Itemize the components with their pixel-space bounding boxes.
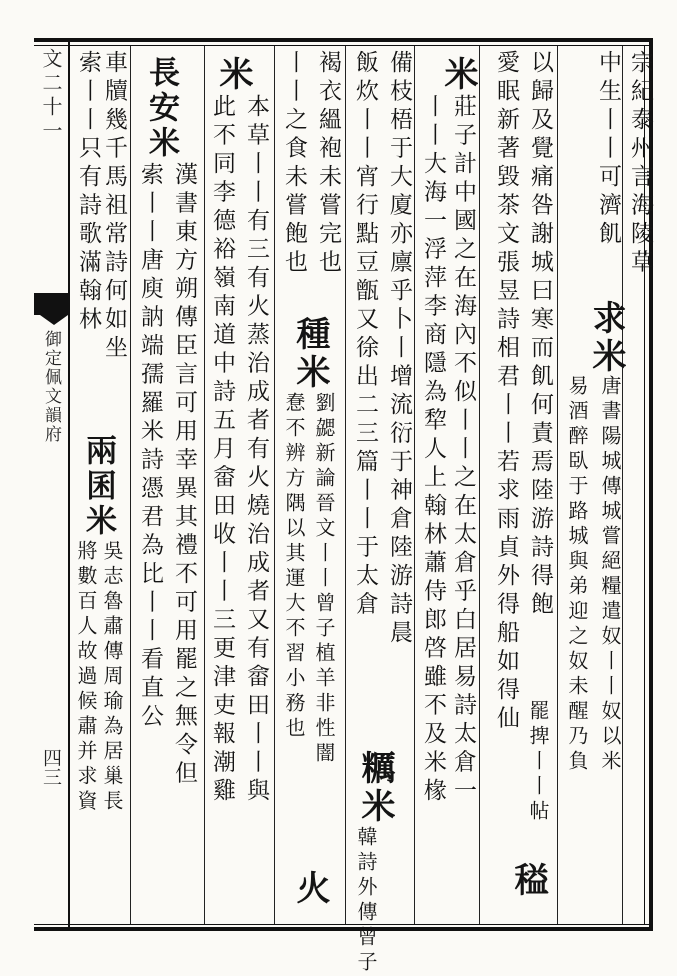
text-column-8: 飯炊丨丨宵行點豆甑又徐出二三篇丨丨于太倉 — [352, 50, 378, 620]
frame-bottom-rule-inner — [34, 924, 652, 925]
text-column-13: 本草丨丨有三有火蒸治成者有火燒治成者又有畲田丨丨與 — [243, 94, 269, 807]
margin-page-number: 四三 — [40, 748, 62, 786]
text-column-7: 備枝梧于大廈亦廪乎卜丨增流衍于神倉陸游詩晨 — [386, 50, 412, 649]
column-rule — [130, 46, 131, 924]
note-zhong-mi: 劉勰新論晉文丨丨曾子植羊非性闇 — [312, 392, 336, 767]
heading-huo: 火 — [290, 870, 330, 908]
column-rule — [345, 46, 346, 924]
note-qiu-mi: 唐書陽城傳城嘗絕糧遣奴丨丨奴以米 — [598, 375, 622, 775]
column-rule — [204, 46, 205, 924]
text-column-6: 丨丨大海一浮萍李商隱為犂人上翰林蕭侍郎啓雖不及米椽 — [420, 94, 446, 807]
frame-top-rule-inner — [34, 45, 652, 46]
heading-qiu-mi: 求米 — [586, 300, 626, 376]
text-column-4: 愛眠新著毀茶文張昱詩相君丨丨若求雨貞外得船如得仙 — [493, 50, 519, 734]
text-column-9: 褐衣縕袍未嘗完也 — [315, 50, 341, 278]
heading-ba-mi: 䅬 — [508, 862, 548, 900]
text-column-15: 漢書東方朔傳臣言可用幸異其禮不可用罷之無令但 — [171, 162, 197, 789]
margin-fishtail-notch — [40, 315, 68, 325]
frame-top-rule — [34, 38, 652, 42]
note-liang-guo-mi: 吳志魯肅傳周瑜為居巢長 — [100, 540, 124, 815]
heading-liang-guo-mi: 兩囷米 — [80, 434, 116, 539]
text-column-10: 丨丨之食未嘗飽也 — [281, 50, 307, 278]
text-column-16: 索丨丨唐庾訥端孺羅米詩憑君為比丨丨看直公 — [137, 162, 163, 732]
text-column-3: 以歸及覺痛咎謝城曰寒而飢何責焉陸游詩得飽 — [527, 50, 553, 620]
margin-book-title: 御定佩文韻府 — [41, 330, 61, 444]
column-rule — [557, 46, 558, 924]
note-li-mi: 韓詩外傳曾子 — [354, 826, 378, 976]
heading-mi: 米 — [213, 56, 253, 94]
text-column-1: 宗紀泰州言海陵草 — [627, 50, 653, 278]
note-qiu-mi-2: 易酒醉臥于路城與弟迎之奴未醒乃負 — [565, 375, 589, 775]
heading-tai-mi: 米 — [438, 56, 478, 94]
column-rule — [479, 46, 480, 924]
text-column-17: 車牘幾千馬祖常詩何如坐 — [101, 50, 127, 364]
text-column-14: 此不同李德裕嶺南道中詩五月畲田收丨丨三更津吏報潮雞 — [209, 94, 235, 807]
heading-li-mi: 糲米 — [355, 750, 395, 826]
margin-fishtail-block — [34, 293, 68, 315]
frame-bottom-rule — [34, 927, 652, 931]
note-liang-guo-mi-2: 將數百人故過候肅并求資 — [74, 540, 98, 815]
heading-zhong-mi: 種米 — [290, 316, 330, 392]
note-bai-ba: 罷捭丨丨帖 — [526, 700, 550, 825]
frame-left-rule — [68, 38, 70, 931]
text-column-2: 中生丨丨可濟飢 — [595, 50, 621, 250]
column-rule — [274, 46, 275, 924]
text-column-18: 索丨丨只有詩歌滿翰林 — [75, 50, 101, 335]
margin-volume-mark: 文二十一 — [39, 48, 63, 144]
text-column-5: 莊子計中國之在海內不似丨丨之在太倉乎白居易詩太倉一 — [450, 94, 476, 807]
heading-changan-mi: 長安米 — [143, 56, 179, 161]
note-zhong-mi-2: 惷不辨方隅以其運大不習小務也 — [282, 392, 306, 742]
